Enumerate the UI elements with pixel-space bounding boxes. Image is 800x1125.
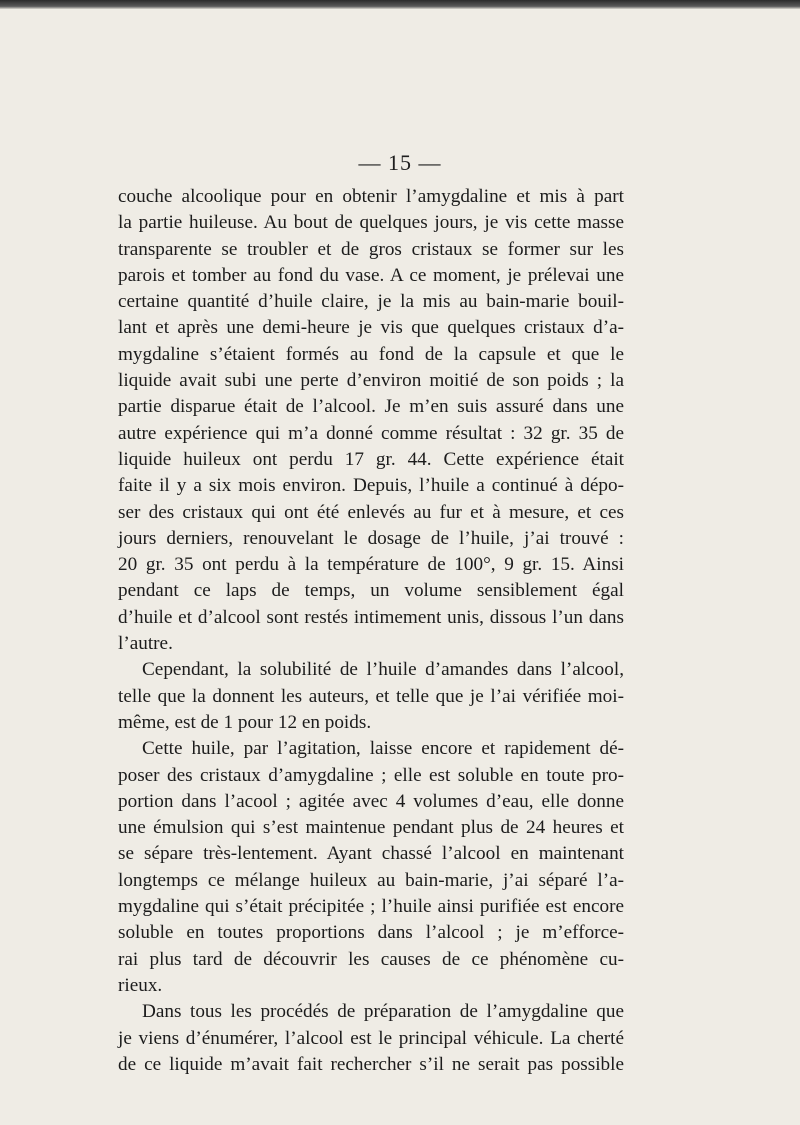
text-line: une émulsion qui s’est maintenue pendant plus de 24 heures et bbox=[118, 817, 624, 839]
text-line: rai plus tard de découvrir les causes de ce phénomène cu- bbox=[118, 948, 624, 970]
page-number: — 15 — bbox=[358, 150, 442, 175]
text-line: longtemps ce mélange huileux au bain-marie, j’ai séparé l’a- bbox=[118, 869, 624, 891]
text-line: mygdaline s’étaient formés au fond de la capsule et que le bbox=[118, 343, 624, 365]
text-line: de ce liquide m’avait fait rechercher s’il ne serait pas possible bbox=[118, 1053, 624, 1075]
text-line: faite il y a six mois environ. Depuis, l’huile a continué à dépo- bbox=[118, 475, 624, 497]
text-line: pendant ce laps de temps, un volume sensiblement égal bbox=[118, 580, 624, 602]
text-line: Cette huile, par l’agitation, laisse encore et rapidement dé- bbox=[142, 738, 624, 760]
text-line: soluble en toutes proportions dans l’alcool ; je m’efforce- bbox=[118, 922, 624, 944]
text-line: rieux. bbox=[118, 974, 163, 996]
text-line: mygdaline qui s’était précipitée ; l’huile ainsi purifiée est encore bbox=[118, 896, 624, 918]
text-line: l’autre. bbox=[118, 633, 173, 655]
text-line: 20 gr. 35 ont perdu à la température de 100°, 9 gr. 15. Ainsi bbox=[118, 554, 624, 576]
text-line: se sépare très-lentement. Ayant chassé l’alcool en maintenant bbox=[118, 843, 624, 865]
body-text bbox=[118, 184, 624, 1078]
text-line: couche alcoolique pour en obtenir l’amygdaline et mis à part bbox=[118, 186, 624, 207]
text-line: portion dans l’acool ; agitée avec 4 volumes d’eau, elle donne bbox=[118, 790, 624, 812]
text-line: certaine quantité d’huile claire, je la mis au bain-marie bouil- bbox=[118, 291, 624, 313]
text-line: ser des cristaux qui ont été enlevés au fur et à mesure, et ces bbox=[118, 501, 624, 523]
text-line: autre expérience qui m’a donné comme résultat : 32 gr. 35 de bbox=[118, 422, 624, 444]
text-line: jours derniers, renouvelant le dosage de l’huile, j’ai trouvé : bbox=[118, 527, 624, 549]
text-line: lant et après une demi-heure je vis que quelques cristaux d’a- bbox=[118, 317, 624, 339]
text-line: telle que la donnent les auteurs, et telle que je l’ai vérifiée moi- bbox=[118, 685, 624, 707]
text-line: partie disparue était de l’alcool. Je m’en suis assuré dans une bbox=[118, 396, 624, 418]
text-line: liquide huileux ont perdu 17 gr. 44. Cette expérience était bbox=[118, 448, 624, 470]
text-line: Dans tous les procédés de préparation de l’amygdaline que bbox=[142, 1001, 624, 1023]
text-line: parois et tomber au fond du vase. A ce moment, je prélevai une bbox=[118, 264, 624, 286]
text-line: je viens d’énumérer, l’alcool est le principal véhicule. La cherté bbox=[118, 1027, 624, 1049]
text-line: Cependant, la solubilité de l’huile d’amandes dans l’alcool, bbox=[142, 659, 624, 681]
text-line: liquide avait subi une perte d’environ moitié de son poids ; la bbox=[118, 370, 624, 392]
text-line: poser des cristaux d’amygdaline ; elle est soluble en toute pro- bbox=[118, 764, 624, 786]
text-line: d’huile et d’alcool sont restés intimement unis, dissous l’un dans bbox=[118, 606, 624, 628]
text-line: même, est de 1 pour 12 en poids. bbox=[118, 711, 372, 733]
text-line: la partie huileuse. Au bout de quelques jours, je vis cette masse bbox=[118, 212, 624, 234]
page-top-edge bbox=[0, 0, 800, 9]
text-line: transparente se troubler et de gros cristaux se former sur les bbox=[118, 238, 624, 260]
